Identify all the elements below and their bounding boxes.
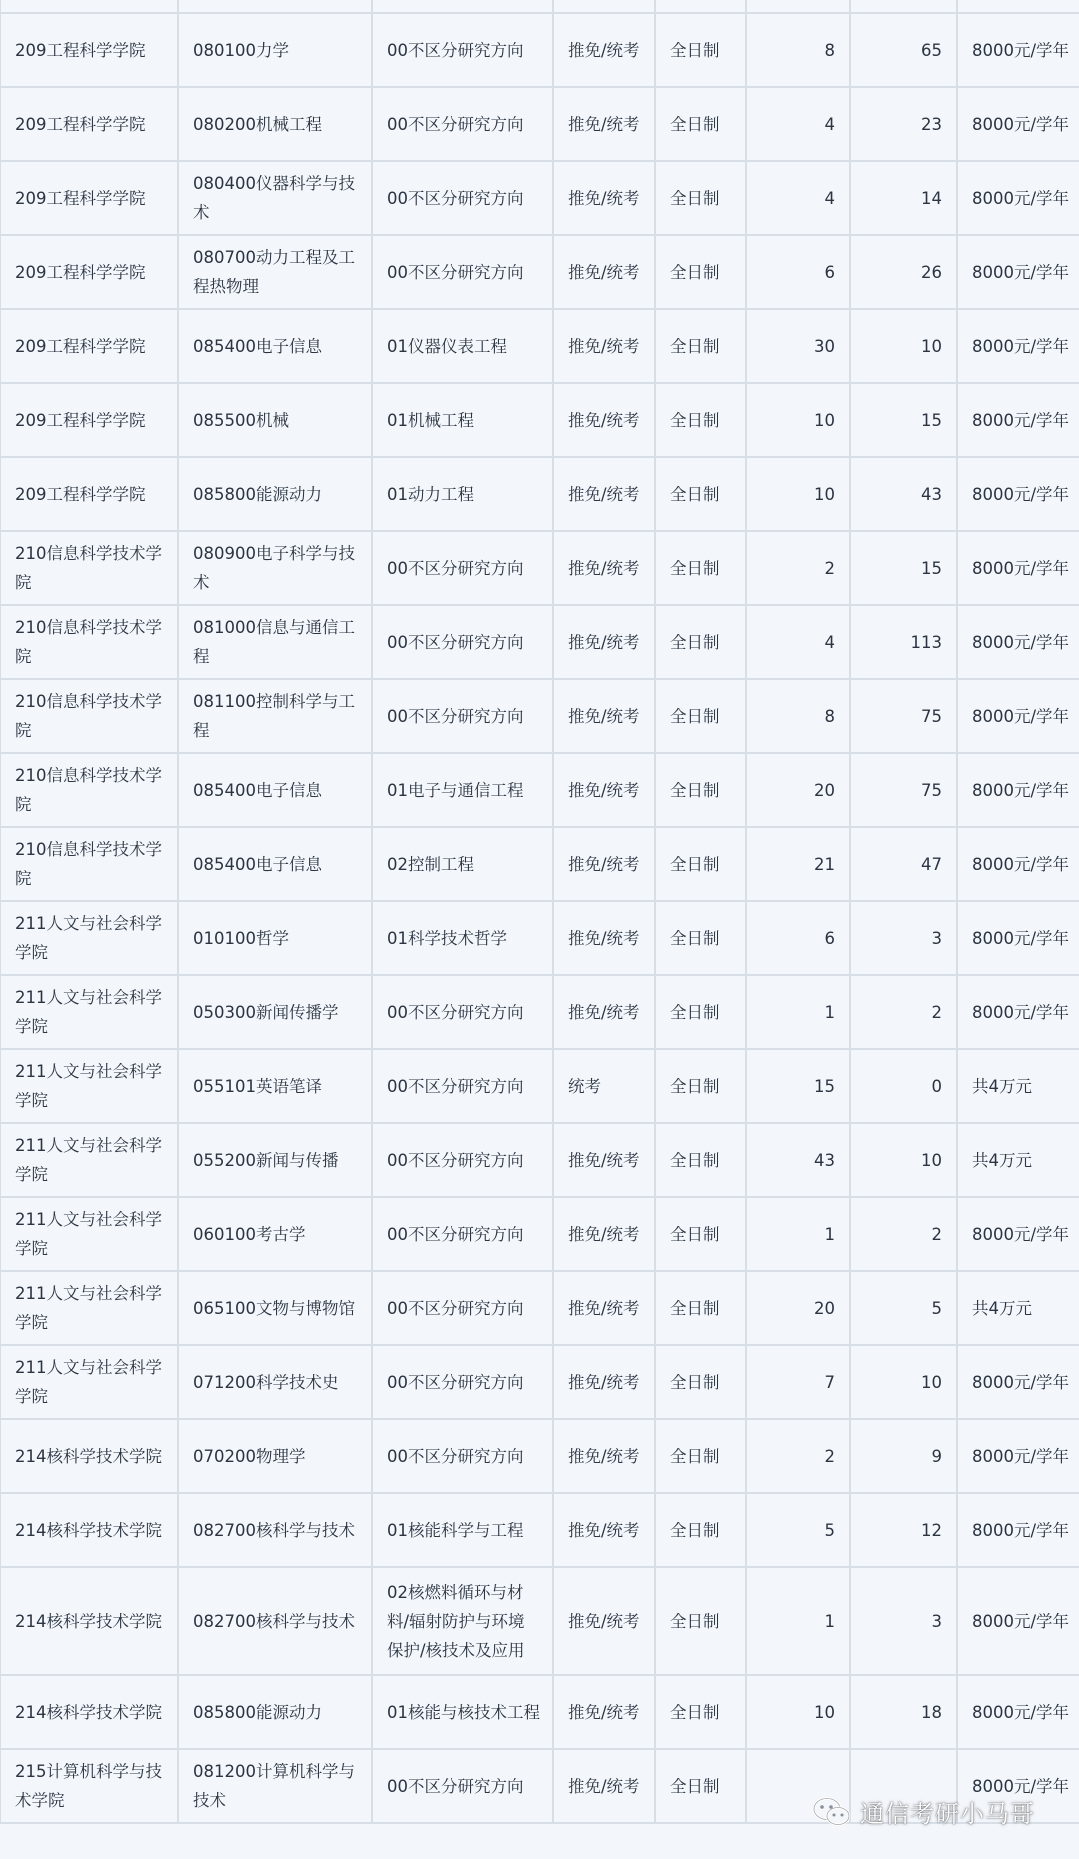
major-cell: 055101英语笔译 [178, 1049, 372, 1123]
tuition-cell: 8000元/学年 [957, 975, 1079, 1049]
quota-cell: 2 [746, 1419, 850, 1493]
study-mode-cell: 全日制 [655, 679, 746, 753]
table-row [0, 309, 1079, 383]
study-mode-cell: 全日制 [655, 457, 746, 531]
college-cell: 214核科学技术学院 [0, 1493, 178, 1567]
college-cell: 210信息科学技术学院 [0, 605, 178, 679]
table-row [0, 161, 1079, 235]
admission-mode-cell: 推免/统考 [553, 235, 655, 309]
admission-mode-cell: 推免/统考 [553, 1419, 655, 1493]
college-cell: 209工程科学学院 [0, 87, 178, 161]
college-cell: 209工程科学学院 [0, 13, 178, 87]
college-cell: 211人文与社会科学学院 [0, 1345, 178, 1419]
tuition-cell: 8000元/学年 [957, 87, 1079, 161]
study-mode-cell: 全日制 [655, 531, 746, 605]
quota-cell: 8 [746, 679, 850, 753]
major-cell: 055200新闻与传播 [178, 1123, 372, 1197]
table-row [0, 1197, 1079, 1271]
admission-mode-cell: 推免/统考 [553, 531, 655, 605]
college-cell: 210信息科学技术学院 [0, 531, 178, 605]
major-cell: 080200机械工程 [178, 87, 372, 161]
quota-cell: 2 [850, 975, 957, 1049]
direction-cell: 00不区分研究方向 [372, 161, 553, 235]
major-cell: 080100力学 [178, 13, 372, 87]
admission-mode-cell: 推免/统考 [553, 753, 655, 827]
tuition-cell: 8000元/学年 [957, 679, 1079, 753]
quota-cell: 6 [746, 235, 850, 309]
quota-cell: 12 [850, 1493, 957, 1567]
quota-cell: 10 [746, 1675, 850, 1749]
quota-cell: 10 [850, 309, 957, 383]
college-cell: 210信息科学技术学院 [0, 827, 178, 901]
tuition-cell: 共4万元 [957, 1271, 1079, 1345]
quota-cell: 9 [850, 1419, 957, 1493]
quota-cell: 5 [850, 1271, 957, 1345]
major-cell: 010100哲学 [178, 901, 372, 975]
major-cell: 085400电子信息 [178, 753, 372, 827]
tuition-cell: 共4万元 [957, 1049, 1079, 1123]
admission-mode-cell: 推免/统考 [553, 1345, 655, 1419]
college-cell: 211人文与社会科学学院 [0, 975, 178, 1049]
study-mode-cell: 全日制 [655, 1345, 746, 1419]
direction-cell: 00不区分研究方向 [372, 87, 553, 161]
quota-cell: 23 [850, 87, 957, 161]
table-row [0, 1123, 1079, 1197]
tuition-cell: 8000元/学年 [957, 161, 1079, 235]
college-cell: 209工程科学学院 [0, 383, 178, 457]
major-cell: 081200计算机科学与技术 [178, 1749, 372, 1823]
college-cell: 214核科学技术学院 [0, 1675, 178, 1749]
major-cell: 085800能源动力 [178, 1675, 372, 1749]
quota-cell: 75 [850, 753, 957, 827]
direction-cell: 00不区分研究方向 [372, 605, 553, 679]
quota-cell: 8 [746, 13, 850, 87]
direction-cell: 00不区分研究方向 [372, 1345, 553, 1419]
direction-cell: 02核燃料循环与材料/辐射防护与环境保护/核技术及应用 [372, 1567, 553, 1675]
table-row [0, 827, 1079, 901]
wechat-icon [812, 1796, 852, 1828]
admission-mode-cell: 推免/统考 [553, 1749, 655, 1823]
quota-cell: 7 [746, 1345, 850, 1419]
tuition-cell: 8000元/学年 [957, 827, 1079, 901]
direction-cell: 00不区分研究方向 [372, 13, 553, 87]
study-mode-cell: 全日制 [655, 975, 746, 1049]
college-cell: 215计算机科学与技术学院 [0, 1749, 178, 1823]
major-cell: 080900电子科学与技术 [178, 531, 372, 605]
tuition-cell: 8000元/学年 [957, 457, 1079, 531]
admission-mode-cell: 推免/统考 [553, 1675, 655, 1749]
tuition-cell: 8000元/学年 [957, 1675, 1079, 1749]
study-mode-cell: 全日制 [655, 1493, 746, 1567]
study-mode-cell: 全日制 [655, 605, 746, 679]
direction-cell: 01动力工程 [372, 457, 553, 531]
table-row [0, 975, 1079, 1049]
table-row [0, 679, 1079, 753]
quota-cell: 18 [850, 1675, 957, 1749]
direction-cell: 00不区分研究方向 [372, 1419, 553, 1493]
major-cell: 085400电子信息 [178, 309, 372, 383]
admission-mode-cell: 推免/统考 [553, 605, 655, 679]
quota-cell: 4 [746, 87, 850, 161]
admission-mode-cell: 推免/统考 [553, 1197, 655, 1271]
table-row [0, 531, 1079, 605]
study-mode-cell: 全日制 [655, 383, 746, 457]
table-row [0, 13, 1079, 87]
quota-cell: 3 [850, 901, 957, 975]
college-cell: 209工程科学学院 [0, 235, 178, 309]
direction-cell: 00不区分研究方向 [372, 235, 553, 309]
college-cell: 210信息科学技术学院 [0, 679, 178, 753]
direction-cell: 00不区分研究方向 [372, 1271, 553, 1345]
quota-cell: 21 [746, 827, 850, 901]
tuition-cell: 8000元/学年 [957, 1419, 1079, 1493]
major-cell: 070200物理学 [178, 1419, 372, 1493]
direction-cell: 00不区分研究方向 [372, 1749, 553, 1823]
tuition-cell: 8000元/学年 [957, 1345, 1079, 1419]
quota-cell: 26 [850, 235, 957, 309]
study-mode-cell: 全日制 [655, 235, 746, 309]
quota-cell: 2 [746, 531, 850, 605]
college-cell: 209工程科学学院 [0, 161, 178, 235]
major-cell: 085800能源动力 [178, 457, 372, 531]
admission-mode-cell: 推免/统考 [553, 87, 655, 161]
admission-mode-cell: 推免/统考 [553, 1123, 655, 1197]
college-cell: 211人文与社会科学学院 [0, 1271, 178, 1345]
quota-cell: 75 [850, 679, 957, 753]
tuition-cell: 8000元/学年 [957, 605, 1079, 679]
table-row [0, 1049, 1079, 1123]
admission-mode-cell: 推免/统考 [553, 161, 655, 235]
quota-cell: 15 [850, 531, 957, 605]
study-mode-cell: 全日制 [655, 753, 746, 827]
college-cell: 211人文与社会科学学院 [0, 1197, 178, 1271]
quota-cell: 20 [746, 1271, 850, 1345]
major-cell: 080700动力工程及工程热物理 [178, 235, 372, 309]
quota-cell: 43 [746, 1123, 850, 1197]
major-cell: 060100考古学 [178, 1197, 372, 1271]
admission-mode-cell: 推免/统考 [553, 1493, 655, 1567]
study-mode-cell: 全日制 [655, 1675, 746, 1749]
major-cell: 085400电子信息 [178, 827, 372, 901]
admission-mode-cell: 推免/统考 [553, 975, 655, 1049]
direction-cell: 00不区分研究方向 [372, 1049, 553, 1123]
quota-cell: 4 [746, 605, 850, 679]
study-mode-cell: 全日制 [655, 309, 746, 383]
watermark-text: 通信考研小马哥 [860, 1800, 1035, 1828]
college-cell: 214核科学技术学院 [0, 1419, 178, 1493]
study-mode-cell: 全日制 [655, 901, 746, 975]
college-cell: 209工程科学学院 [0, 309, 178, 383]
quota-cell: 43 [850, 457, 957, 531]
study-mode-cell: 全日制 [655, 1049, 746, 1123]
study-mode-cell: 全日制 [655, 1271, 746, 1345]
major-cell: 065100文物与博物馆 [178, 1271, 372, 1345]
admission-mode-cell: 推免/统考 [553, 901, 655, 975]
quota-cell: 65 [850, 13, 957, 87]
study-mode-cell: 全日制 [655, 1197, 746, 1271]
direction-cell: 01核能与核技术工程 [372, 1675, 553, 1749]
quota-cell: 10 [850, 1345, 957, 1419]
quota-cell: 30 [746, 309, 850, 383]
table-row [0, 1567, 1079, 1675]
direction-cell: 00不区分研究方向 [372, 975, 553, 1049]
college-cell: 210信息科学技术学院 [0, 753, 178, 827]
quota-cell: 5 [746, 1493, 850, 1567]
table-row [0, 457, 1079, 531]
major-cell: 081100控制科学与工程 [178, 679, 372, 753]
table-row [0, 1675, 1079, 1749]
study-mode-cell: 全日制 [655, 1419, 746, 1493]
direction-cell: 01电子与通信工程 [372, 753, 553, 827]
watermark [812, 1794, 1035, 1829]
college-cell: 211人文与社会科学学院 [0, 901, 178, 975]
admission-mode-cell: 推免/统考 [553, 1271, 655, 1345]
college-cell: 214核科学技术学院 [0, 1567, 178, 1675]
quota-cell: 10 [850, 1123, 957, 1197]
quota-cell: 20 [746, 753, 850, 827]
direction-cell: 01科学技术哲学 [372, 901, 553, 975]
study-mode-cell: 全日制 [655, 161, 746, 235]
tuition-cell: 8000元/学年 [957, 753, 1079, 827]
major-cell: 050300新闻传播学 [178, 975, 372, 1049]
college-cell: 209工程科学学院 [0, 457, 178, 531]
admission-mode-cell: 推免/统考 [553, 1567, 655, 1675]
quota-cell: 2 [850, 1197, 957, 1271]
study-mode-cell: 全日制 [655, 827, 746, 901]
direction-cell: 00不区分研究方向 [372, 1123, 553, 1197]
tuition-cell: 8000元/学年 [957, 309, 1079, 383]
admission-mode-cell: 统考 [553, 1049, 655, 1123]
tuition-cell: 共4万元 [957, 1123, 1079, 1197]
admission-mode-cell: 推免/统考 [553, 383, 655, 457]
admission-mode-cell: 推免/统考 [553, 679, 655, 753]
tuition-cell: 8000元/学年 [957, 531, 1079, 605]
quota-cell: 15 [746, 1049, 850, 1123]
quota-cell: 4 [746, 161, 850, 235]
quota-cell: 113 [850, 605, 957, 679]
study-mode-cell: 全日制 [655, 1749, 746, 1823]
study-mode-cell: 全日制 [655, 13, 746, 87]
quota-cell: 1 [746, 1567, 850, 1675]
direction-cell: 00不区分研究方向 [372, 679, 553, 753]
table-row [0, 1345, 1079, 1419]
college-cell: 211人文与社会科学学院 [0, 1123, 178, 1197]
table-row [0, 1419, 1079, 1493]
quota-cell: 3 [850, 1567, 957, 1675]
quota-cell: 0 [850, 1049, 957, 1123]
table-row [0, 0, 1079, 13]
major-cell: 071200科学技术史 [178, 1345, 372, 1419]
quota-cell: 10 [746, 457, 850, 531]
table-row [0, 235, 1079, 309]
quota-cell: 10 [746, 383, 850, 457]
tuition-cell: 8000元/学年 [957, 235, 1079, 309]
table-row [0, 383, 1079, 457]
table-row [0, 1271, 1079, 1345]
tuition-cell: 8000元/学年 [957, 901, 1079, 975]
quota-cell: 1 [746, 1197, 850, 1271]
tuition-cell: 8000元/学年 [957, 13, 1079, 87]
study-mode-cell: 全日制 [655, 1123, 746, 1197]
admission-mode-cell: 推免/统考 [553, 827, 655, 901]
tuition-cell: 8000元/学年 [957, 1197, 1079, 1271]
direction-cell: 02控制工程 [372, 827, 553, 901]
direction-cell: 00不区分研究方向 [372, 1197, 553, 1271]
quota-cell: 1 [746, 975, 850, 1049]
quota-cell: 15 [850, 383, 957, 457]
college-cell: 211人文与社会科学学院 [0, 1049, 178, 1123]
tuition-cell: 8000元/学年 [957, 1749, 1079, 1823]
direction-cell: 01仪器仪表工程 [372, 309, 553, 383]
tuition-cell: 8000元/学年 [957, 1567, 1079, 1675]
table-row [0, 605, 1079, 679]
major-cell: 082700核科学与技术 [178, 1493, 372, 1567]
admission-mode-cell: 推免/统考 [553, 457, 655, 531]
table-row [0, 1493, 1079, 1567]
table-row [0, 901, 1079, 975]
major-cell: 082700核科学与技术 [178, 1567, 372, 1675]
major-cell: 080400仪器科学与技术 [178, 161, 372, 235]
table-row [0, 87, 1079, 161]
quota-cell: 47 [850, 827, 957, 901]
quota-cell: 14 [850, 161, 957, 235]
quota-cell: 6 [746, 901, 850, 975]
admission-mode-cell: 推免/统考 [553, 309, 655, 383]
study-mode-cell: 全日制 [655, 1567, 746, 1675]
tuition-cell: 8000元/学年 [957, 383, 1079, 457]
table-row [0, 753, 1079, 827]
major-cell: 085500机械 [178, 383, 372, 457]
tuition-cell: 8000元/学年 [957, 1493, 1079, 1567]
direction-cell: 01机械工程 [372, 383, 553, 457]
direction-cell: 00不区分研究方向 [372, 531, 553, 605]
study-mode-cell: 全日制 [655, 87, 746, 161]
direction-cell: 01核能科学与工程 [372, 1493, 553, 1567]
admission-mode-cell: 推免/统考 [553, 13, 655, 87]
major-cell: 081000信息与通信工程 [178, 605, 372, 679]
